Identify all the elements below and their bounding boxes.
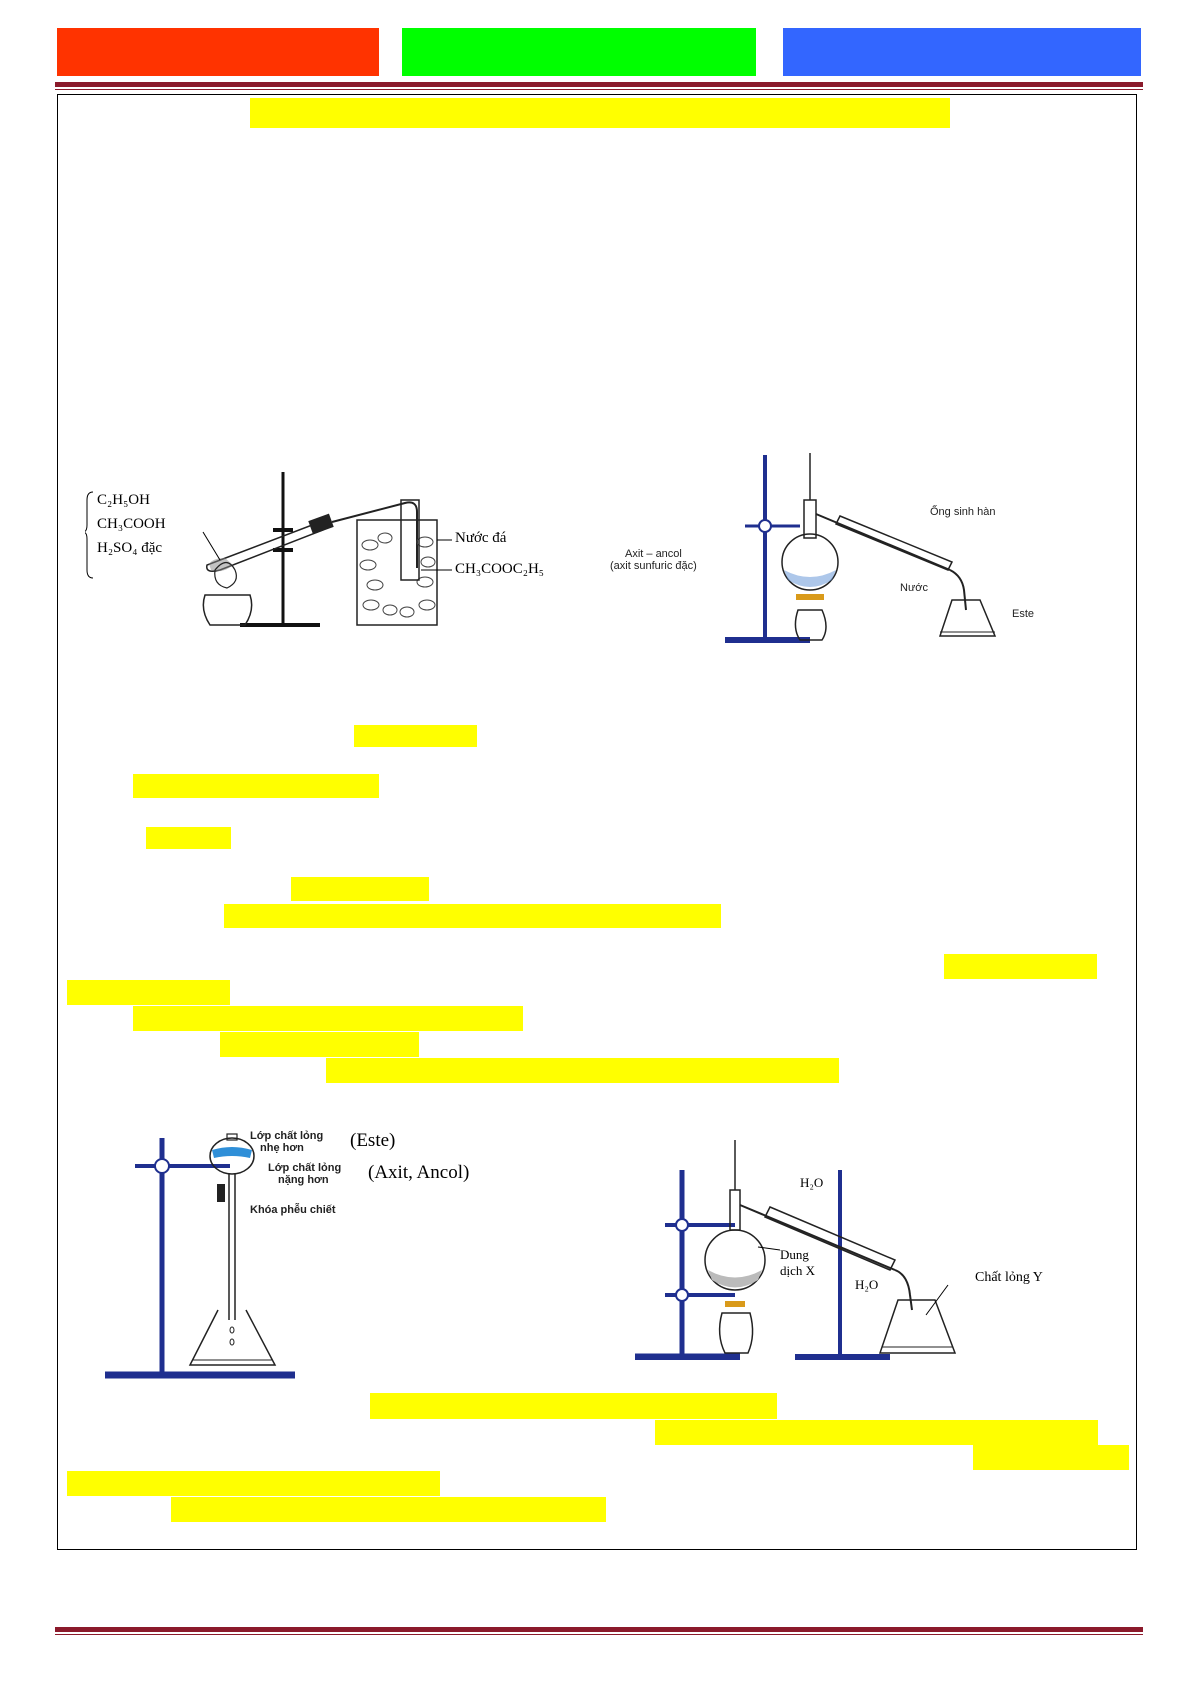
figure-ester-test-tube	[85, 470, 585, 635]
label-water-bottom: H₂O	[855, 1277, 879, 1292]
highlight-4	[291, 877, 429, 901]
label-ice-water: Nước đá	[455, 530, 507, 546]
reagent-sulfuric-acid: H₂SO₄ đặc	[97, 540, 163, 556]
label-ethyl-acetate: CH₃COOC₂H₅	[455, 561, 545, 577]
apparatus-funnel-svg	[100, 1120, 500, 1385]
figure-separatory-funnel	[100, 1120, 500, 1385]
highlight-9	[220, 1032, 419, 1057]
label-solution-x-2: dịch X	[780, 1263, 816, 1278]
label-sulfuric-acid: (axit sunfuric đặc)	[610, 560, 697, 572]
highlight-11	[370, 1393, 777, 1419]
label-bottom-layer-1: Lớp chất lỏng	[268, 1162, 342, 1174]
header-bar-green	[402, 28, 756, 76]
label-acid-alcohol: Axit – ancol	[625, 548, 682, 560]
label-funnel-valve: Khóa phễu chiết	[250, 1204, 336, 1216]
caption-acid-alcohol: (Axit, Ancol)	[368, 1162, 470, 1183]
reagent-ethanol: C₂H₅OH	[97, 492, 150, 508]
label-bottom-layer-2: nặng hơn	[278, 1174, 329, 1186]
label-water: Nước	[900, 582, 929, 594]
footer-rule	[55, 1627, 1143, 1632]
label-condenser: Ống sinh hàn	[930, 506, 996, 518]
header-rule	[55, 82, 1143, 87]
header-bar-red	[57, 28, 379, 76]
highlight-1	[354, 725, 477, 747]
label-solution-x-1: Dung	[780, 1247, 809, 1262]
label-ester: Este	[1012, 608, 1035, 620]
title-highlight	[250, 98, 950, 128]
highlight-13	[973, 1445, 1129, 1470]
header-bar-blue	[783, 28, 1141, 76]
highlight-14	[67, 1471, 440, 1496]
footer-rule-thin	[55, 1634, 1143, 1635]
highlight-7	[67, 980, 230, 1005]
figure-ester-distillation	[600, 450, 1050, 650]
highlight-15	[171, 1497, 606, 1522]
label-top-layer-1: Lớp chất lỏng	[250, 1130, 324, 1142]
highlight-10	[326, 1058, 839, 1083]
label-water-top: H₂O	[800, 1175, 824, 1190]
header-rule-thin	[55, 89, 1143, 90]
highlight-8	[133, 1006, 523, 1031]
apparatus-distillation-xy-svg	[630, 1135, 1050, 1360]
highlight-6	[944, 954, 1097, 979]
highlight-5	[224, 904, 721, 928]
highlight-3	[146, 827, 231, 849]
highlight-12	[655, 1420, 1098, 1445]
reagent-acetic-acid: CH₃COOH	[97, 516, 166, 532]
figure-distillation-xy	[630, 1135, 1050, 1360]
caption-ester: (Este)	[350, 1130, 396, 1151]
label-liquid-y: Chất lỏng Y	[975, 1270, 1043, 1285]
label-top-layer-2: nhẹ hơn	[260, 1142, 304, 1154]
highlight-2	[133, 774, 379, 798]
